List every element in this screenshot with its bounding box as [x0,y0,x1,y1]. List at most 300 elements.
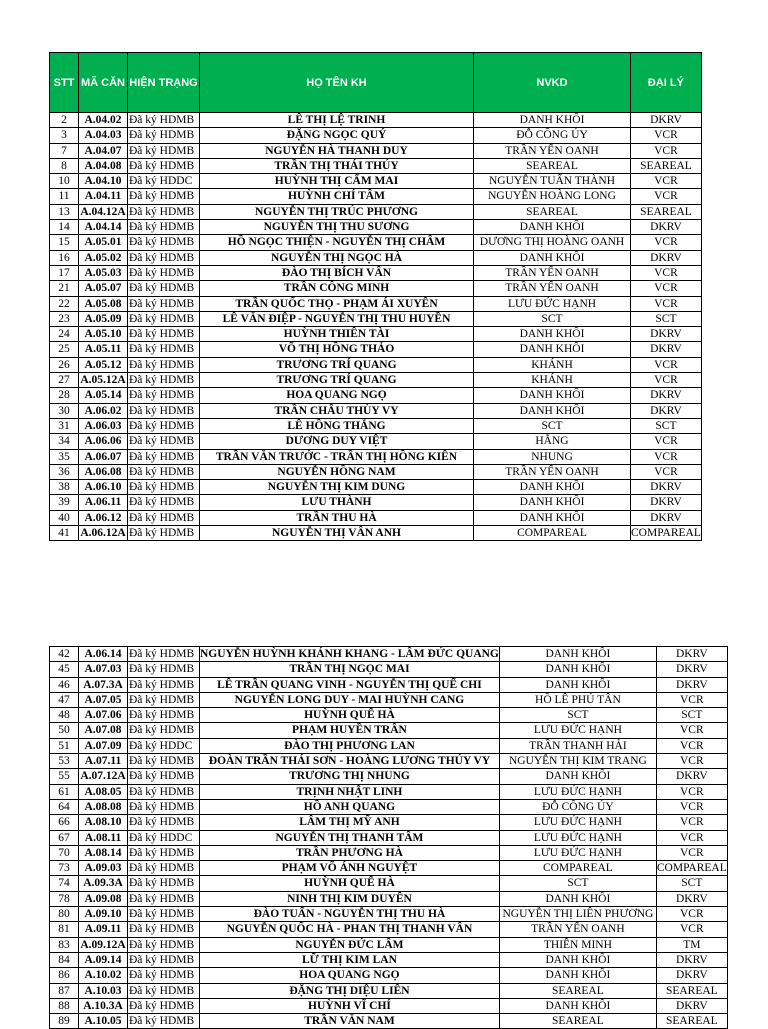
cell-agency: VCR [656,907,727,922]
cell-customer-name: LÊ TRẦN QUANG VINH - NGUYỄN THỊ QUẾ CHI [200,677,500,692]
cell-customer-name: HUỲNH QUẾ HÀ [200,708,500,723]
table-row [50,281,702,296]
cell-stt: 73 [50,861,79,876]
cell-sales-staff: DANH KHÔI [499,952,656,967]
cell-status: Đã ký HDMB [128,250,200,265]
cell-unit-code: A.04.14 [79,220,128,235]
cell-unit-code: A.07.12A [80,770,126,783]
cell-stt: 38 [50,480,79,495]
cell-customer-name: HOA QUANG NGỌ [200,968,500,983]
table-row [50,464,702,479]
header-sales-staff: NVKD [474,53,631,113]
cell-unit-code: A.10.02 [79,968,128,983]
cell-customer-name: TRẦN THỊ NGỌC MAI [200,662,500,677]
cell-status: Đã ký HDMB [128,113,200,128]
table-row [50,784,728,799]
cell-sales-staff: LƯU ĐỨC HẠNH [499,830,656,845]
cell-status: Đã ký HDDC [128,830,200,845]
table-row [50,922,728,937]
cell-agency: TM [656,937,727,952]
cell-customer-name: HUỲNH THỊ CẨM MAI [200,174,474,189]
cell-stt: 40 [50,510,79,525]
cell-agency: DKRV [656,968,727,983]
table-row [50,265,702,280]
cell-customer-name: ĐẶNG NGỌC QUÝ [200,128,474,143]
cell-unit-code: A.06.06 [79,434,128,449]
cell-status: Đã ký HDDC [128,174,200,189]
cell-customer-name: TRẦN THU HÀ [200,510,474,525]
cell-agency: SCT [631,311,702,326]
cell-status: Đã ký HDMB [128,418,200,433]
table-row [50,204,702,219]
cell-agency: VCR [631,449,702,464]
cell-status: Đã ký HDMB [128,754,200,769]
cell-stt: 86 [50,968,79,983]
cell-stt: 47 [50,692,79,707]
cell-agency: SCT [656,708,727,723]
cell-status: Đã ký HDMB [128,235,200,250]
cell-sales-staff: DANH KHÔI [474,480,631,495]
cell-status: Đã ký HDMB [128,937,200,952]
cell-sales-staff: KHÁNH [474,373,631,388]
cell-status: Đã ký HDMB [128,327,200,342]
cell-agency: VCR [656,754,727,769]
cell-customer-name: TRƯƠNG TRÍ QUANG [200,357,474,372]
cell-unit-code: A.07.06 [79,708,128,723]
table-row [50,327,702,342]
cell-status: Đã ký HDMB [128,373,200,388]
cell-sales-staff: TRẦN YẾN OANH [499,922,656,937]
cell-status: Đã ký HDMB [128,723,200,738]
cell-customer-name: PHẠM HUYỀN TRÂN [200,723,500,738]
cell-agency: VCR [631,357,702,372]
cell-stt: 28 [50,388,79,403]
cell-agency: VCR [656,723,727,738]
cell-unit-code: A.04.08 [79,158,128,173]
cell-customer-name: NGUYỄN THỊ VÂN ANH [200,526,474,541]
cell-sales-staff: COMPAREAL [499,861,656,876]
cell-agency: VCR [631,464,702,479]
cell-customer-name: NINH THỊ KIM DUYÊN [200,891,500,906]
cell-unit-code: A.05.02 [79,250,128,265]
cell-sales-staff: SEAREAL [474,204,631,219]
cell-customer-name: NGUYỄN THỊ TRÚC PHƯƠNG [200,204,474,219]
cell-stt: 16 [50,250,79,265]
cell-unit-code: A.09.11 [79,922,128,937]
cell-stt: 51 [50,738,79,753]
cell-unit-code: A.09.14 [79,952,128,967]
table-row [50,723,728,738]
cell-stt: 46 [50,677,79,692]
cell-status: Đã ký HDMB [128,769,200,784]
cell-unit-code: A.08.08 [79,799,128,814]
cell-customer-name: LỮ THỊ KIM LAN [200,952,500,967]
cell-customer-name: HUỲNH THIÊN TÀI [200,327,474,342]
cell-stt: 88 [50,998,79,1013]
cell-unit-code: A.07.09 [79,738,128,753]
table-header-row [50,53,702,113]
cell-status: Đã ký HDMB [128,449,200,464]
cell-sales-staff: DANH KHÔI [499,677,656,692]
cell-stt: 11 [50,189,79,204]
cell-customer-name: LÊ VĂN ĐIỆP - NGUYỄN THỊ THU HUYỀN [200,311,474,326]
cell-status: Đã ký HDMB [128,189,200,204]
cell-stt: 39 [50,495,79,510]
cell-stt: 26 [50,357,79,372]
table-body [50,647,728,1029]
cell-stt: 50 [50,723,79,738]
cell-stt: 21 [50,281,79,296]
cell-unit-code: A.07.3A [79,677,128,692]
cell-unit-code: A.08.14 [79,845,128,860]
cell-customer-name: NGUYỄN HUỲNH KHÁNH KHANG - LÂM ĐỨC QUANG [200,648,499,660]
cell-customer-name: TRẦN PHƯƠNG HÀ [200,845,500,860]
cell-unit-code: A.05.03 [79,265,128,280]
cell-unit-code: A.05.08 [79,296,128,311]
cell-unit-code: A.09.03 [79,861,128,876]
cell-unit-code: A.05.10 [79,327,128,342]
cell-stt: 10 [50,174,79,189]
cell-sales-staff: TRẦN THANH HẢI [499,738,656,753]
cell-agency: DKRV [631,495,702,510]
table-row [50,220,702,235]
cell-customer-name: NGUYỄN THỊ KIM DUNG [200,480,474,495]
cell-sales-staff: SCT [474,311,631,326]
cell-stt: 67 [50,830,79,845]
cell-status: Đã ký HDMB [128,998,200,1013]
cell-status: Đã ký HDMB [128,784,200,799]
cell-sales-staff: SCT [474,418,631,433]
cell-sales-staff: NGUYỄN HOÀNG LONG [474,189,631,204]
cell-agency: VCR [631,235,702,250]
cell-customer-name: PHẠM VÕ ÁNH NGUYỆT [200,861,500,876]
cell-agency: DKRV [631,480,702,495]
table-row [50,510,702,525]
cell-customer-name: NGUYỄN THỊ THANH TÂM [200,830,500,845]
cell-customer-name: VÕ THỊ HỒNG THẢO [200,342,474,357]
cell-status: Đã ký HDMB [128,968,200,983]
cell-stt: 35 [50,449,79,464]
header-stt: STT [50,53,79,113]
cell-sales-staff: DANH KHÔI [474,510,631,525]
cell-agency: VCR [631,296,702,311]
cell-sales-staff: NGUYỄN THỊ LIÊN PHƯƠNG [499,907,656,922]
cell-stt: 81 [50,922,79,937]
cell-agency: VCR [631,189,702,204]
cell-status: Đã ký HDMB [128,647,200,662]
cell-stt: 27 [50,373,79,388]
cell-agency: DKRV [656,998,727,1013]
table-row [50,983,728,998]
cell-unit-code: A.08.05 [79,784,128,799]
cell-sales-staff: HỒ LÊ PHÚ TÂN [499,692,656,707]
cell-agency: VCR [656,922,727,937]
cell-sales-staff: SEAREAL [474,158,631,173]
cell-customer-name: TRẦN THỊ THÁI THÚY [200,158,474,173]
cell-unit-code: A.05.01 [79,235,128,250]
cell-customer-name: ĐOÀN TRẦN THÁI SƠN - HOÀNG LƯƠNG THÚY VY [200,754,500,769]
cell-agency: DKRV [656,891,727,906]
table-row [50,830,728,845]
cell-status: Đã ký HDMB [128,342,200,357]
cell-sales-staff: LƯU ĐỨC HẠNH [499,845,656,860]
cell-stt: 89 [50,1014,79,1029]
cell-customer-name: NGUYỄN HỒNG NAM [200,464,474,479]
cell-sales-staff: DANH KHÔI [499,998,656,1013]
header-agency: ĐẠI LÝ [631,53,702,113]
table-row [50,403,702,418]
table-row [50,449,702,464]
cell-status: Đã ký HDMB [128,526,200,541]
cell-agency: DKRV [656,952,727,967]
table-row [50,495,702,510]
cell-agency: VCR [631,265,702,280]
table-row [50,861,728,876]
table-row [50,235,702,250]
cell-customer-name: LƯU THÀNH [200,495,474,510]
cell-sales-staff: DANH KHÔI [474,113,631,128]
cell-unit-code: A.10.05 [79,1014,128,1029]
cell-status: Đã ký HDMB [128,480,200,495]
table-body [50,113,702,541]
cell-customer-name: NGUYỄN QUỐC HÀ - PHAN THỊ THANH VÂN [200,922,500,937]
cell-unit-code: A.08.11 [79,830,128,845]
table-row [50,662,728,677]
cell-unit-code: A.04.07 [79,143,128,158]
cell-stt: 15 [50,235,79,250]
cell-status: Đã ký HDMB [128,434,200,449]
cell-sales-staff: LƯU ĐỨC HẠNH [499,723,656,738]
cell-unit-code: A.04.11 [79,189,128,204]
cell-agency: DKRV [656,677,727,692]
table-row [50,388,702,403]
cell-unit-code: A.06.14 [79,647,128,662]
cell-customer-name: TRẦN CÔNG MINH [200,281,474,296]
table-row [50,418,702,433]
cell-stt: 24 [50,327,79,342]
cell-sales-staff: DANH KHÔI [474,220,631,235]
cell-sales-staff: HẰNG [474,434,631,449]
cell-status: Đã ký HDMB [128,815,200,830]
cell-unit-code: A.10.03 [79,983,128,998]
cell-sales-staff: KHÁNH [474,357,631,372]
cell-customer-name: NGUYỄN HÀ THANH DUY [200,143,474,158]
cell-stt: 22 [50,296,79,311]
cell-customer-name: ĐẶNG THỊ DIỆU LIÊN [200,983,500,998]
cell-agency: DKRV [631,220,702,235]
cell-stt: 23 [50,311,79,326]
cell-sales-staff: DANH KHÔI [474,342,631,357]
cell-agency: VCR [656,692,727,707]
table-row [50,738,728,753]
cell-stt: 78 [50,891,79,906]
cell-unit-code: A.06.08 [79,464,128,479]
cell-agency: VCR [656,815,727,830]
table-row [50,998,728,1013]
cell-sales-staff: LƯU ĐỨC HẠNH [499,784,656,799]
cell-stt: 3 [50,128,79,143]
cell-status: Đã ký HDMB [128,983,200,998]
table-row [50,480,702,495]
cell-status: Đã ký HDMB [128,1014,200,1029]
cell-unit-code: A.07.08 [79,723,128,738]
cell-status: Đã ký HDMB [128,662,200,677]
cell-sales-staff: TRẦN YẾN OANH [474,464,631,479]
cell-customer-name: DƯƠNG DUY VIỆT [200,434,474,449]
cell-sales-staff: TRẦN YẾN OANH [474,143,631,158]
cell-status: Đã ký HDMB [128,677,200,692]
cell-sales-staff: LƯU ĐỨC HẠNH [474,296,631,311]
cell-sales-staff: THIÊN MINH [499,937,656,952]
table-row [50,1014,728,1029]
cell-agency: DKRV [656,647,727,662]
cell-stt: 84 [50,952,79,967]
cell-sales-staff: TRẦN YẾN OANH [474,281,631,296]
cell-agency: SCT [631,418,702,433]
table-row [50,708,728,723]
table-row [50,296,702,311]
cell-status: Đã ký HDMB [128,388,200,403]
cell-unit-code: A.06.10 [79,480,128,495]
header-unit-code: MÃ CĂN [79,53,128,113]
cell-sales-staff: DANH KHÔI [474,403,631,418]
cell-sales-staff: LƯU ĐỨC HẠNH [499,815,656,830]
cell-customer-name: LÂM THỊ MỸ ANH [200,815,500,830]
cell-sales-staff: DANH KHÔI [474,388,631,403]
cell-status: Đã ký HDMB [128,220,200,235]
cell-status: Đã ký HDMB [128,907,200,922]
cell-customer-name: TRẦN QUỐC THỌ - PHẠM ÁI XUYÊN [200,296,474,311]
cell-unit-code: A.06.02 [79,403,128,418]
cell-agency: DKRV [656,769,727,784]
table-row [50,373,702,388]
cell-status: Đã ký HDMB [128,799,200,814]
cell-status: Đã ký HDMB [128,891,200,906]
cell-stt: 66 [50,815,79,830]
cell-agency: DKRV [631,342,702,357]
cell-stt: 55 [50,769,79,784]
cell-customer-name: HỒ ANH QUANG [200,799,500,814]
cell-stt: 83 [50,937,79,952]
cell-status: Đã ký HDMB [128,708,200,723]
table-row [50,891,728,906]
cell-unit-code: A.04.03 [79,128,128,143]
cell-unit-code: A.06.11 [79,495,128,510]
cell-sales-staff: COMPAREAL [474,526,631,541]
cell-stt: 41 [50,526,79,541]
cell-stt: 25 [50,342,79,357]
cell-unit-code: A.06.12A [80,527,126,540]
table-row [50,250,702,265]
cell-sales-staff: SEAREAL [499,983,656,998]
table-row [50,128,702,143]
table-row [50,357,702,372]
cell-customer-name: LÊ THỊ LỆ TRINH [200,113,474,128]
cell-status: Đã ký HDMB [128,281,200,296]
cell-agency: DKRV [631,113,702,128]
table-row [50,769,728,784]
cell-stt: 31 [50,418,79,433]
cell-unit-code: A.05.09 [79,311,128,326]
cell-agency: VCR [656,784,727,799]
cell-agency: DKRV [631,510,702,525]
cell-sales-staff: DANH KHÔI [499,968,656,983]
cell-customer-name: TRƯƠNG TRÍ QUANG [200,373,474,388]
cell-status: Đã ký HDMB [128,403,200,418]
cell-unit-code: A.04.02 [79,113,128,128]
cell-unit-code: A.07.03 [79,662,128,677]
cell-agency: DKRV [631,403,702,418]
table-row [50,799,728,814]
cell-unit-code: A.04.10 [79,174,128,189]
table-row [50,876,728,891]
cell-agency: VCR [631,128,702,143]
cell-sales-staff: DƯƠNG THỊ HOÀNG OANH [474,235,631,250]
table-row [50,952,728,967]
cell-unit-code: A.09.08 [79,891,128,906]
cell-stt: 30 [50,403,79,418]
cell-unit-code: A.04.12A [80,205,126,218]
table-row [50,845,728,860]
cell-stt: 80 [50,907,79,922]
cell-status: Đã ký HDMB [128,357,200,372]
cell-stt: 14 [50,220,79,235]
table-row [50,647,728,662]
customer-table-top [49,52,702,541]
cell-unit-code: A.08.10 [79,815,128,830]
cell-stt: 45 [50,662,79,677]
cell-customer-name: LÊ HỒNG THẮNG [200,418,474,433]
cell-status: Đã ký HDMB [128,464,200,479]
table-row [50,189,702,204]
cell-customer-name: HUỲNH VĨ CHÍ [200,998,500,1013]
cell-sales-staff: SEAREAL [499,1014,656,1029]
cell-unit-code: A.10.3A [79,998,128,1013]
cell-agency: VCR [631,174,702,189]
cell-sales-staff: DANH KHÔI [499,662,656,677]
cell-agency: VCR [631,281,702,296]
cell-status: Đã ký HDMB [128,952,200,967]
cell-agency: DKRV [631,327,702,342]
table-row [50,907,728,922]
cell-sales-staff: DANH KHÔI [474,327,631,342]
cell-stt: 34 [50,434,79,449]
cell-status: Đã ký HDMB [128,128,200,143]
cell-sales-staff: DANH KHÔI [499,891,656,906]
cell-status: Đã ký HDMB [128,495,200,510]
cell-customer-name: ĐÀO THỊ BÍCH VÂN [200,265,474,280]
cell-stt: 48 [50,708,79,723]
cell-customer-name: TRẦN CHÂU THÙY VY [200,403,474,418]
cell-unit-code: A.06.07 [79,449,128,464]
cell-stt: 2 [50,113,79,128]
cell-sales-staff: DANH KHÔI [474,250,631,265]
table-row [50,815,728,830]
cell-customer-name: TRƯƠNG THỊ NHUNG [200,769,500,784]
cell-sales-staff: NGUYỄN TUẤN THÀNH [474,174,631,189]
cell-status: Đã ký HDMB [128,311,200,326]
cell-unit-code: A.05.14 [79,388,128,403]
cell-stt: 53 [50,754,79,769]
cell-agency: COMPAREAL [631,527,701,540]
cell-status: Đã ký HDMB [128,204,200,219]
cell-stt: 64 [50,799,79,814]
table-row [50,113,702,128]
cell-sales-staff: NHUNG [474,449,631,464]
cell-unit-code: A.07.05 [79,692,128,707]
cell-customer-name: HỒ NGỌC THIỆN - NGUYỄN THỊ CHÂM [200,235,474,250]
cell-sales-staff: TRẦN YẾN OANH [474,265,631,280]
